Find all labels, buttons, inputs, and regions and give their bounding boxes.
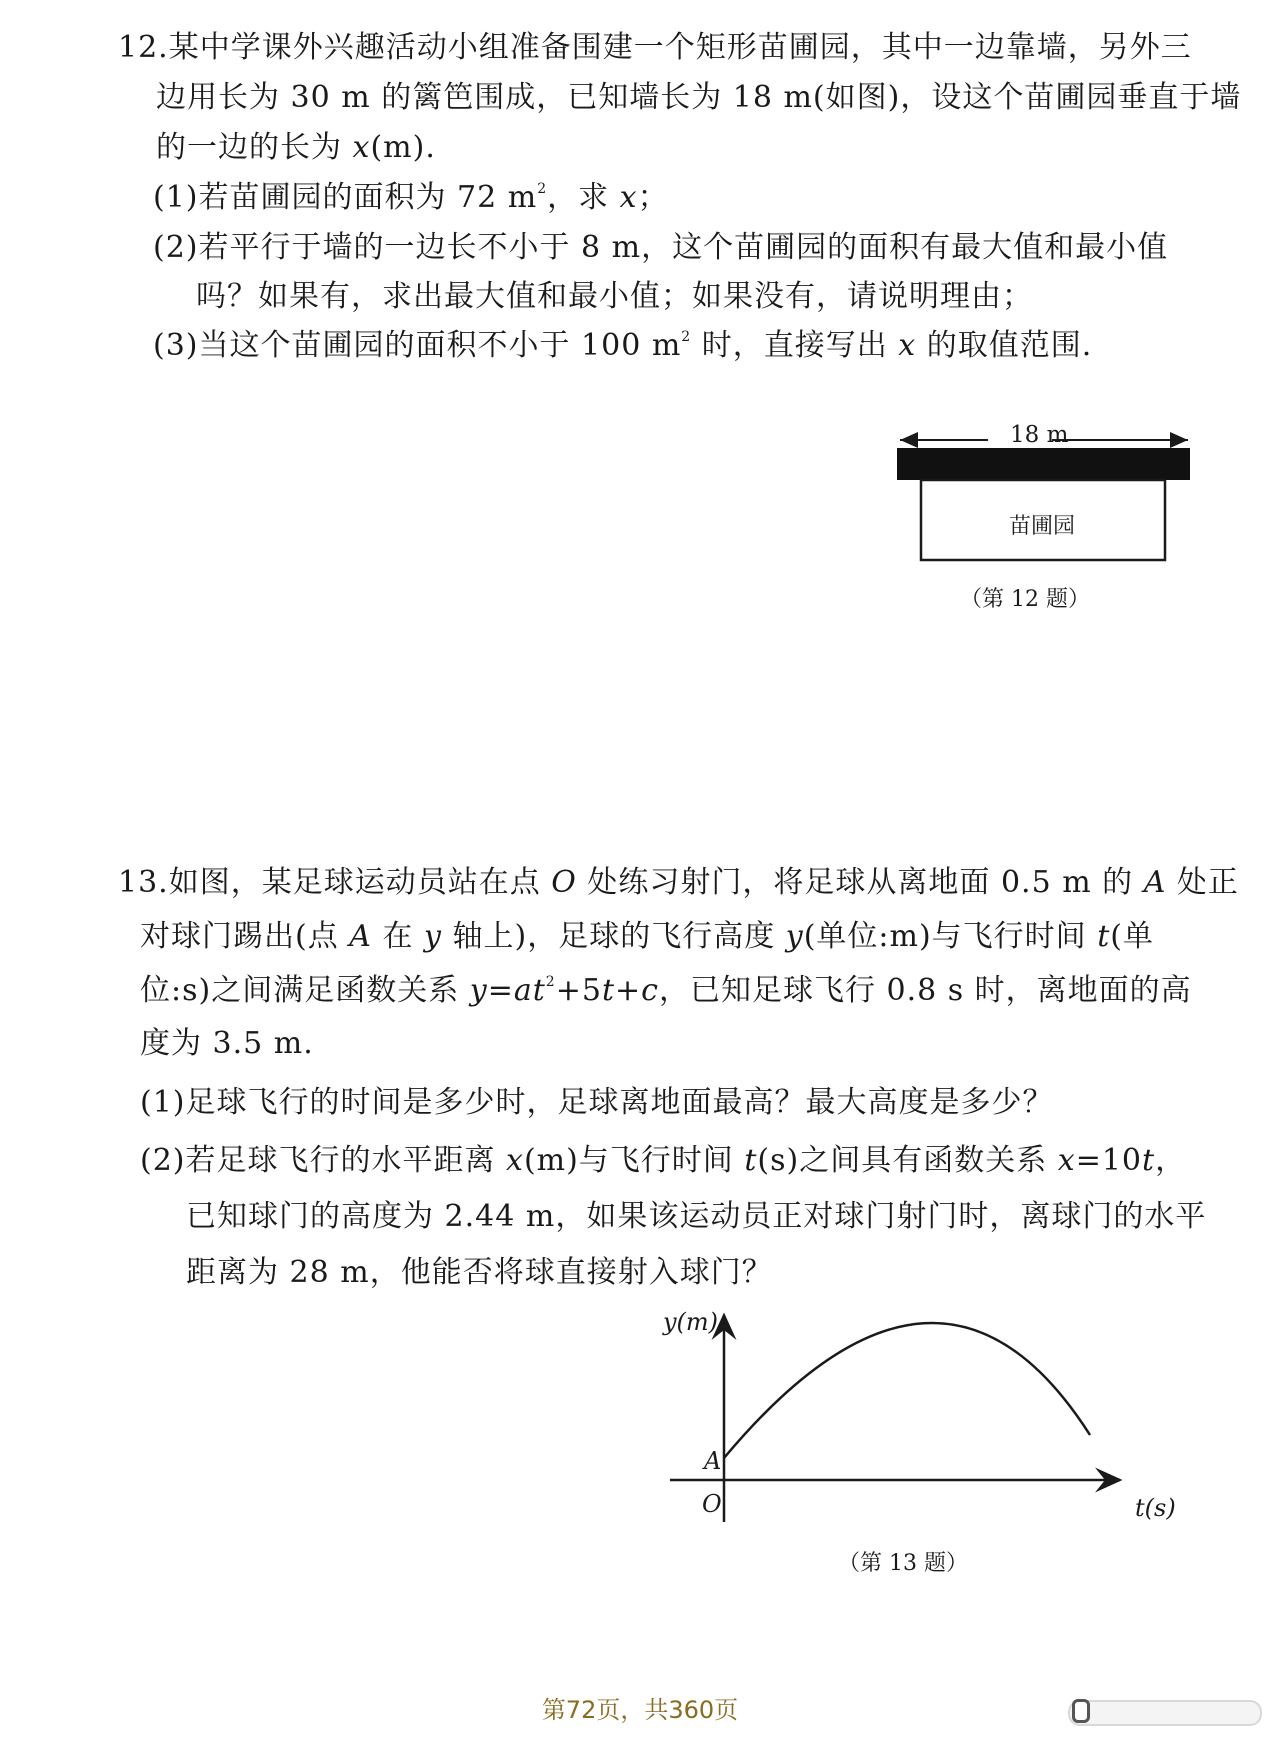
page-scrollbar[interactable] — [1068, 1700, 1262, 1726]
q12-part-2-line-1: (2)若平行于墙的一边长不小于 8 m，这个苗圃园的面积有最大值和最小值 — [153, 230, 1169, 265]
wall-length-label: 18 m — [1010, 422, 1069, 448]
q12-line-2: 边用长为 30 m 的篱笆围成，已知墙长为 18 m(如图)，设这个苗圃园垂直于墙 — [156, 80, 1242, 115]
q13-line-1: 13.如图，某足球运动员站在点 O 处练习射门，将足球从离地面 0.5 m 的 A 处正 — [118, 865, 1239, 900]
q12-line-1: 12.某中学课外兴趣活动小组准备围建一个矩形苗圃园，其中一边靠墙，另外三 — [118, 30, 1192, 65]
q12-line-3: 的一边的长为 x(m). — [156, 130, 436, 165]
trajectory-curve — [724, 1323, 1090, 1458]
q13-number: 13. — [118, 865, 169, 900]
q13-line-3: 位:s)之间满足函数关系 $y=at^2+5t+c$，已知足球飞行 0.8 s 时，离地面的高 — [140, 973, 1192, 1008]
quadratic-formula: $y=at^2+5t+c$ — [469, 973, 659, 1008]
q13-part-2-line-2: 已知球门的高度为 2.44 m，如果该运动员正对球门射门时，离球门的水平 — [186, 1199, 1207, 1234]
origin-label: O — [702, 1490, 722, 1518]
t-axis-label: t(s) — [1135, 1494, 1176, 1522]
q13-graph — [660, 1310, 1180, 1530]
q12-part-1: (1)若苗圃园的面积为 72 $m^2$，求 x； — [153, 180, 669, 215]
q12-part-3: (3)当这个苗圃园的面积不小于 100 $m^2$ 时，直接写出 x 的取值范围. — [153, 328, 1093, 363]
garden-label: 苗圃园 — [1009, 514, 1076, 539]
page-scrollbar-thumb[interactable] — [1072, 1699, 1090, 1723]
q12-part-2-line-2: 吗？如果有，求出最大值和最小值；如果没有，请说明理由； — [196, 279, 1033, 314]
q13-part-2-line-1: (2)若足球飞行的水平距离 x(m)与飞行时间 t(s)之间具有函数关系 x=10t， — [140, 1143, 1187, 1178]
y-axis-label: y(m) — [663, 1308, 719, 1336]
q12-number: 12. — [118, 30, 169, 65]
q13-line-2: 对球门踢出(点 A 在 y 轴上)，足球的飞行高度 y(单位:m)与飞行时间 t(单 — [140, 919, 1154, 954]
q12-figure-caption: （第 12 题） — [960, 587, 1090, 612]
q13-figure-caption: （第 13 题） — [838, 1551, 968, 1576]
q13-part-2-line-3: 距离为 28 m，他能否将球直接射入球门？ — [186, 1255, 773, 1290]
q13-part-1: (1)足球飞行的时间是多少时，足球离地面最高？最大高度是多少？ — [140, 1085, 1054, 1120]
page-indicator: 第72页，共360页 — [541, 1696, 739, 1724]
q13-line-4: 度为 3.5 m. — [140, 1026, 314, 1061]
wall — [897, 448, 1190, 480]
point-a-label: A — [704, 1447, 722, 1475]
